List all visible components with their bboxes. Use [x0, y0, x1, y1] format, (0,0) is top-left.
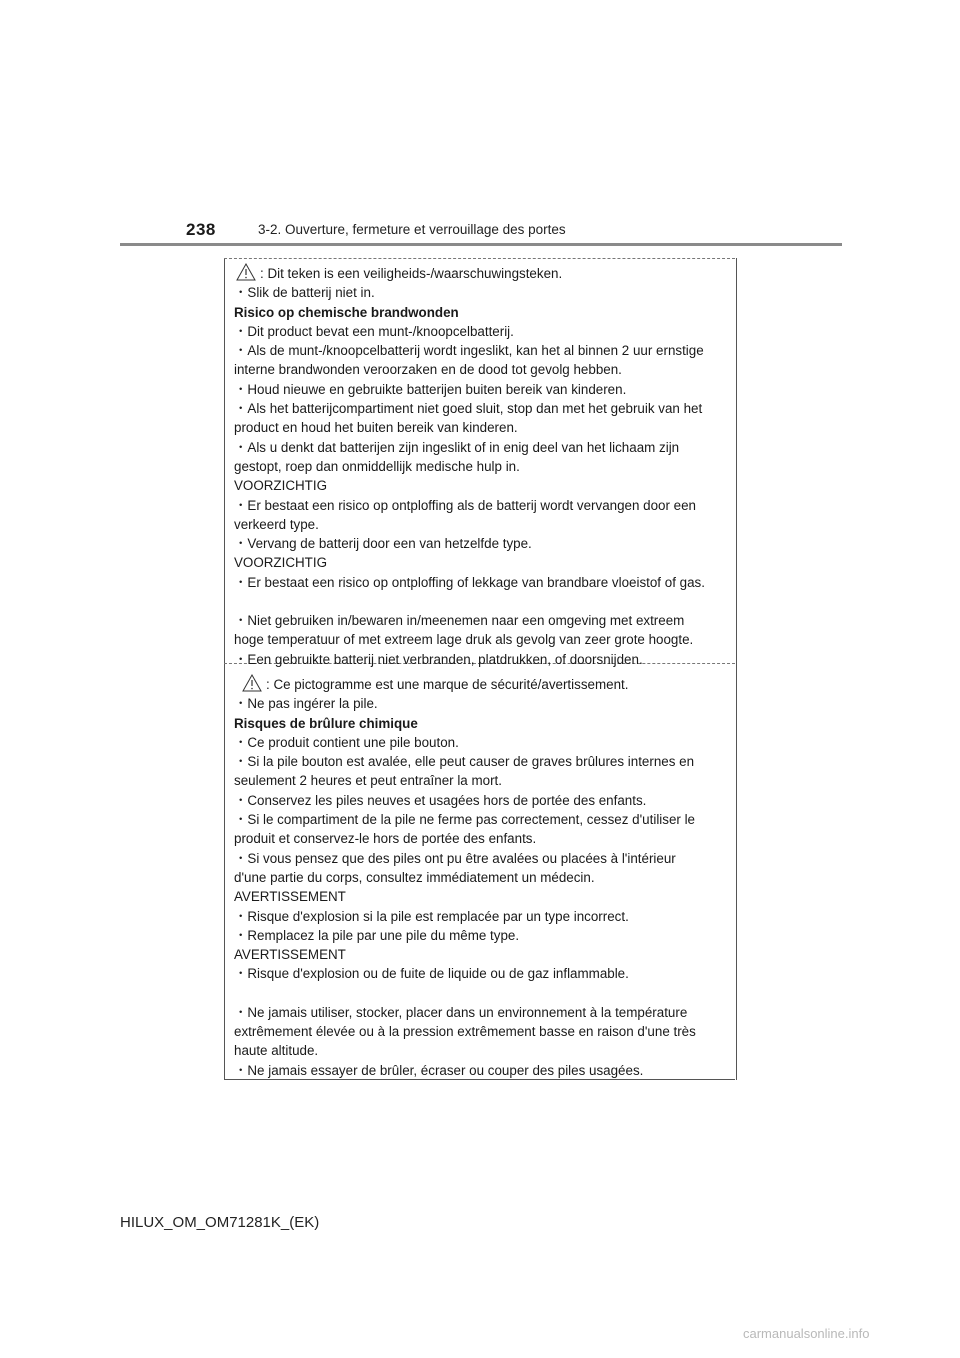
page-number: 238 [186, 220, 216, 239]
text-line: haute altitude. [234, 1043, 319, 1059]
text-line: extrêmement élevée ou à la pression extrêmement basse en raison d'une très [234, 1024, 696, 1040]
text-line: ・Als de munt-/knoopcelbatterij wordt ingeslikt, kan het al binnen 2 uur ernstige [234, 343, 704, 359]
text-line: ・Slik de batterij niet in. [234, 285, 375, 301]
dutch-symbol-text: : Dit teken is een veiligheids-/waarschuwingsteken. [260, 266, 563, 281]
text-line: ・Risque d'explosion ou de fuite de liquide ou de gaz inflammable. [234, 966, 629, 982]
text-line: ・Si la pile bouton est avalée, elle peut causer de graves brûlures internes en [234, 754, 695, 770]
text-line: interne brandwonden veroorzaken en de dood tot gevolg hebben. [234, 362, 622, 378]
text-line: ・Ne jamais utiliser, stocker, placer dans un environnement à la température [234, 1004, 688, 1020]
section-title: 3-2. Ouverture, fermeture et verrouillage des portes [258, 222, 566, 237]
caution-heading: VOORZICHTIG [234, 478, 327, 494]
header-rule [120, 243, 842, 246]
subheading: Risques de brûlure chimique [234, 715, 418, 731]
text-line: product en houd het buiten bereik van kinderen. [234, 420, 518, 436]
french-symbol-text: : Ce pictogramme est une marque de sécurité/avertissement. [266, 677, 629, 692]
dutch-warning-block [234, 263, 724, 669]
text-line: ・Een gebruikte batterij niet verbranden, platdrukken, of doorsnijden. [234, 651, 643, 667]
warning-triangle-icon [236, 263, 256, 281]
caution-heading: VOORZICHTIG [234, 555, 327, 571]
french-warning-block [234, 674, 724, 1080]
text-line: produit et conservez-le hors de portée des enfants. [234, 831, 537, 847]
watermark: carmanualsonline.info [743, 1326, 870, 1341]
warning-triangle-icon [242, 674, 262, 692]
text-line: ・Ce produit contient une pile bouton. [234, 734, 459, 750]
text-line: ・Er bestaat een risico op ontploffing of lekkage van brandbare vloeistof of gas. [234, 574, 705, 590]
text-line: ・Si vous pensez que des piles ont pu être avalées ou placées à l'intérieur [234, 850, 676, 866]
text-line: ・Dit product bevat een munt-/knoopcelbatterij. [234, 323, 514, 339]
text-line: seulement 2 heures et peut entraîner la mort. [234, 773, 502, 789]
text-line: ・Als het batterijcompartiment niet goed sluit, stop dan met het gebruik van het [234, 401, 703, 417]
text-line: ・Conservez les piles neuves et usagées hors de portée des enfants. [234, 792, 647, 808]
text-line: ・Vervang de batterij door een van hetzelfde type. [234, 536, 532, 552]
french-symbol-line [234, 674, 724, 694]
text-line: ・Si le compartiment de la pile ne ferme pas correctement, cessez d'utiliser le [234, 812, 696, 828]
text-line: ・Niet gebruiken in/bewaren in/meenemen naar een omgeving met extreem [234, 613, 685, 629]
text-line: ・Remplacez la pile par une pile du même type. [234, 927, 520, 943]
text-line: ・Houd nieuwe en gebruikte batterijen buiten bereik van kinderen. [234, 381, 627, 397]
text-line: ・Als u denkt dat batterijen zijn ingeslikt of in enig deel van het lichaam zijn [234, 439, 680, 455]
dutch-symbol-line [234, 263, 724, 283]
subheading: Risico op chemische brandwonden [234, 304, 459, 320]
text-line: ・Ne jamais essayer de brûler, écraser ou couper des piles usagées. [234, 1062, 644, 1078]
warning-heading: AVERTISSEMENT [234, 947, 346, 963]
text-line: d'une partie du corps, consultez immédiatement un médecin. [234, 869, 595, 885]
spacer [234, 984, 724, 1003]
text-line: verkeerd type. [234, 516, 319, 532]
warning-heading: AVERTISSEMENT [234, 889, 346, 905]
text-line: ・Er bestaat een risico op ontploffing als de batterij wordt vervangen door een [234, 497, 697, 513]
label-top-border [224, 258, 735, 259]
text-line: hoge temperatuur of met extreem lage druk als gevolg van zeer grote hoogte. [234, 632, 694, 648]
spacer [234, 592, 724, 611]
text-line: ・Risque d'explosion si la pile est remplacée par un type incorrect. [234, 908, 629, 924]
text-line: ・Ne pas ingérer la pile. [234, 696, 378, 712]
footer-doc-code: HILUX_OM_OM71281K_(EK) [120, 1214, 320, 1231]
text-line: gestopt, roep dan onmiddellijk medische hulp in. [234, 458, 520, 474]
